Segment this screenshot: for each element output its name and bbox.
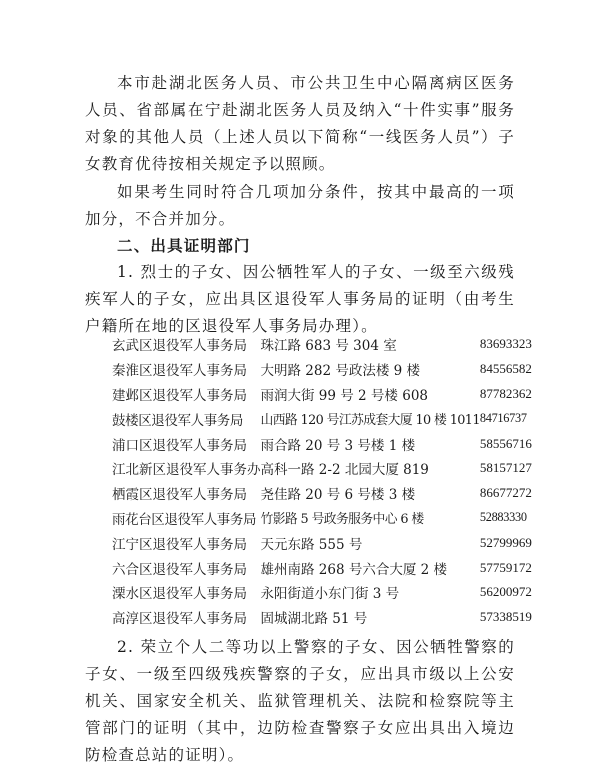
section-heading-certifying-departments: 二、出具证明部门 [117, 236, 251, 255]
office-name: 鼓楼区退役军人事务局 [112, 412, 243, 429]
table-row [112, 580, 532, 605]
office-name: 玄武区退役军人事务局 [112, 338, 247, 355]
table-row [112, 357, 532, 382]
table-row [112, 456, 532, 481]
office-phone: 84556582 [479, 361, 532, 377]
veterans-office-table [112, 332, 532, 630]
office-phone: 87782362 [479, 385, 532, 401]
table-row [112, 382, 532, 407]
paragraph-bonus-rule: 如果考生同时符合几项加分条件，按其中最高的一项加分，不合并加分。 [85, 183, 515, 228]
office-phone: 52799969 [479, 534, 532, 550]
office-address: 固城湖北路 51 号 [260, 611, 368, 628]
table-row [112, 481, 532, 506]
office-address: 大明路 282 号政法楼 9 楼 [260, 363, 421, 380]
office-phone: 58157127 [479, 460, 532, 476]
office-address: 天元东路 555 号 [260, 536, 363, 553]
office-name: 溧水区退役军人事务局 [112, 586, 247, 603]
table-row [112, 555, 532, 580]
office-phone: 84716737 [479, 411, 527, 426]
office-phone: 83693323 [479, 336, 532, 352]
office-name: 秦淮区退役军人事务局 [112, 363, 247, 380]
office-address: 高科一路 2-2 北园大厦 819 [260, 462, 429, 479]
office-name: 建邺区退役军人事务局 [112, 387, 247, 404]
office-name: 江宁区退役军人事务局 [112, 536, 247, 553]
office-phone: 86677272 [479, 485, 532, 501]
office-address: 雨润大街 99 号 2 号楼 608 [260, 387, 428, 404]
office-phone: 57759172 [479, 559, 532, 575]
office-phone: 57338519 [479, 609, 532, 625]
office-phone: 52883330 [479, 510, 527, 525]
office-name: 浦口区退役军人事务局 [112, 437, 247, 454]
paragraph-police-certificate: 2. 荣立个人二等功以上警察的子女、因公牺牲警察的子女、一级至四级残疾警察的子女，应出具市级以上公安机关、国家安全机关、监狱管理机关、法院和检察院等主管部门的证明（其中，边防检查警察子女应出具出入境边防检查总站的证明）。 [85, 638, 515, 764]
office-phone: 56200972 [479, 584, 532, 600]
office-name: 江北新区退役军人事务办 [112, 462, 261, 479]
table-row [112, 605, 532, 630]
office-name: 栖霞区退役军人事务局 [112, 487, 247, 504]
paragraph-veterans-certificate: 1. 烈士的子女、因公牺牲军人的子女、一级至六级残疾军人的子女，应出具区退役军人事务局的证明（由考生户籍所在地的区退役军人事务局办理）。 [85, 263, 515, 335]
office-address: 珠江路 683 号 304 室 [260, 338, 397, 355]
table-row [112, 506, 532, 531]
office-address: 山西路 120 号江苏成套大厦 10 楼 1011 [260, 413, 480, 429]
table-row [112, 332, 532, 357]
office-name: 高淳区退役军人事务局 [112, 611, 247, 628]
office-address: 雨合路 20 号 3 号楼 1 楼 [260, 437, 416, 454]
office-address: 雄州南路 268 号六合大厦 2 楼 [260, 561, 448, 578]
table-row [112, 406, 532, 431]
office-address: 尧佳路 20 号 6 号楼 3 楼 [260, 487, 416, 504]
table-row [112, 431, 532, 456]
office-phone: 58556716 [479, 435, 532, 451]
office-address: 竹影路 5 号政务服务中心 6 楼 [260, 512, 424, 528]
office-address: 永阳街道小东门街 3 号 [260, 586, 400, 603]
paragraph-medical-staff-preference: 本市赴湖北医务人员、市公共卫生中心隔离病区医务人员、省部属在宁赴湖北医务人员及纳入“十件实事”服务对象的其他人员（上述人员以下简称“一线医务人员”）子女教育优待按相关规定予以照顾。 [85, 74, 515, 173]
office-name: 六合区退役军人事务局 [112, 561, 247, 578]
table-row [112, 530, 532, 555]
office-name: 雨花台区退役军人事务局 [112, 511, 257, 528]
